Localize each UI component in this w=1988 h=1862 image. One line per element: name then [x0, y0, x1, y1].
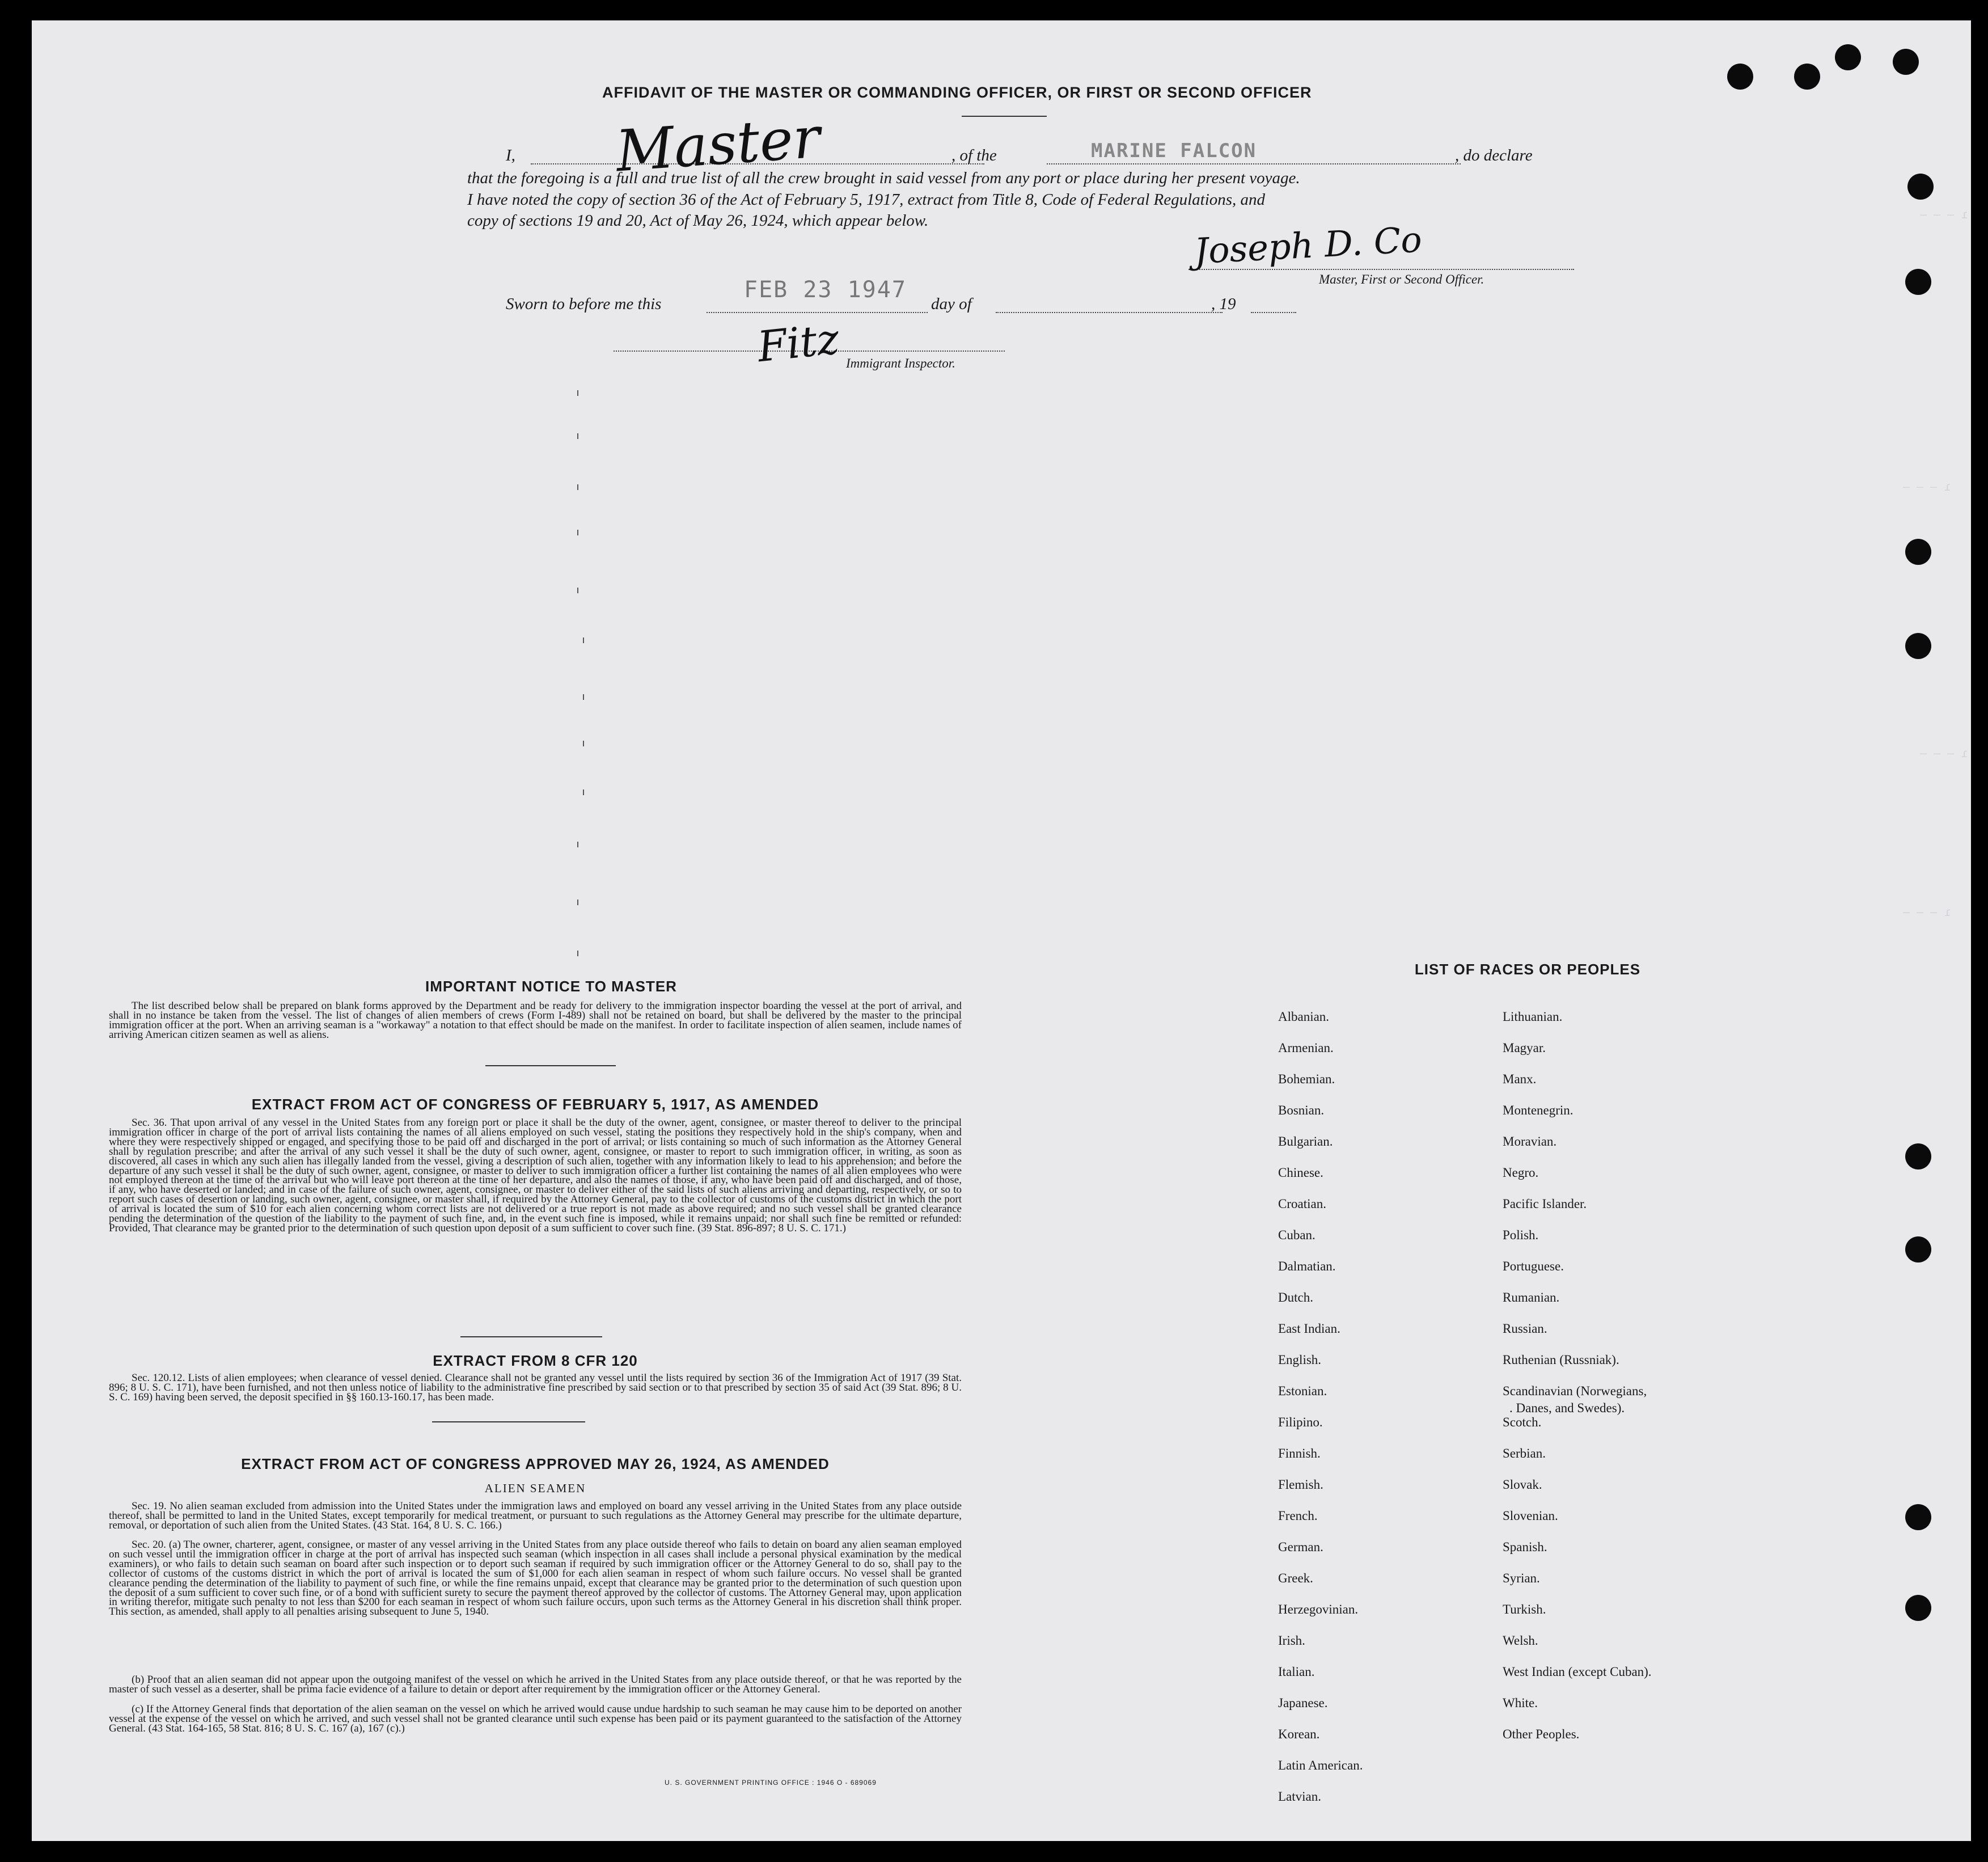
extract-1924-title: EXTRACT FROM ACT OF CONGRESS APPROVED MAY 26, 1924, AS AMENDED [241, 1455, 830, 1472]
binder-hole [1905, 1504, 1931, 1530]
race-item: Dalmatian. [1278, 1259, 1336, 1273]
race-item: Polish. [1503, 1228, 1539, 1242]
master-caption: Master, First or Second Officer. [1319, 272, 1484, 286]
race-item: Bulgarian. [1278, 1134, 1333, 1149]
race-item: Finnish. [1278, 1446, 1321, 1460]
tick-mark [583, 789, 584, 795]
affidavit-title: AFFIDAVIT OF THE MASTER OR COMMANDING OFFICER, OR FIRST OR SECOND OFFICER [602, 84, 1312, 101]
race-item: Latin American. [1278, 1758, 1363, 1772]
race-item: Japanese. [1278, 1696, 1328, 1710]
binder-hole [1727, 64, 1753, 90]
tick-mark [577, 530, 578, 535]
printer-imprint: U. S. GOVERNMENT PRINTING OFFICE : 1946 O - 689069 [665, 1779, 877, 1787]
extract-1924-sec20a: Sec. 20. (a) The owner, charterer, agent, consignee, or master of any vessel arriving in the United States from any place outside thereof who fails to detain on board any alien seaman employed on such vessel until the immigration officer in charge at the port of arrival has inspected such seaman (which inspection in all cases shall include a personal physical examination by the medical examiners), or who fails to detain such seaman on board after such inspection or to deport such seaman if required by such immigration officer or the Attorney General to do so, shall pay to the collector of customs of the customs district in which the port of arrival is located the sum of $1,000 for each alien seaman in respect of whom such failure occurs. No vessel shall be granted clearance pending the determination of the liability to payment of such fine, or while the fine remains unpaid, except that clearance may be granted prior to the determination of such question upon the deposit of a sum sufficient to cover such fine, or of a bond with sufficient surety to secure the payment thereof approved by the collector of customs. The Attorney General may, upon application in writing therefor, mitigate such penalty to not less than $200 for each seaman in respect of whom such failure occurs, upon such terms as the Attorney General in his discretion shall think proper. This section, as amended, shall apply to all penalties arising subsequent to June 5, 1940. [109, 1540, 962, 1618]
race-item: Turkish. [1503, 1602, 1546, 1616]
race-item: Scotch. [1503, 1415, 1542, 1429]
sworn-text: Sworn to before me this [506, 295, 662, 313]
race-item: Portuguese. [1503, 1259, 1564, 1273]
race-item: Estonian. [1278, 1384, 1327, 1398]
race-item: Italian. [1278, 1665, 1315, 1679]
race-item: Slovak. [1503, 1477, 1542, 1492]
race-item: . Danes, and Swedes). [1509, 1401, 1625, 1415]
year-prefix: , 19 [1211, 295, 1236, 313]
tick-mark [577, 951, 578, 956]
tick-mark [577, 588, 578, 593]
sworn-day-line [707, 312, 928, 313]
race-item: Other Peoples. [1503, 1727, 1580, 1741]
binder-hole [1905, 1236, 1931, 1263]
race-item: East Indian. [1278, 1321, 1340, 1336]
handwritten-rank: Master [614, 104, 823, 185]
extract-1924-sec19: Sec. 19. No alien seaman excluded from admission into the United States under the immigration laws and employed on board any vessel arriving in the United States from any place outside thereof, shall be permitted to land in the United States, except temporarily for medical treatment, or pursuant to such regulations as the Attorney General may prescribe for the ultimate departure, removal, or deportation of such alien from the United States. (43 Stat. 164, 8 U. S. C. 166.) [109, 1502, 962, 1531]
extract-1924-subtitle: ALIEN SEAMEN [484, 1481, 586, 1495]
extract-1917-text: Sec. 36. That upon arrival of any vessel in the United States from any foreign port or place it shall be the duty of the owner, agent, consignee, or master thereof to deliver to the principal immigration officer in charge of the port of arrival lists containing the names of all aliens employed on such vessel, stating the positions they respectively hold in the ship's company, when and where they were respectively shipped or engaged, and specifying those to be paid off and discharged in the port of arrival; or lists containing so much of such information as the Attorney General shall by regulation prescribe; and after the arrival of any such vessel it shall be the duty of such owner, agent, consignee, or master to report to such immigration officer, in writing, as soon as discovered, all cases in which any such alien has illegally landed from the vessel, giving a description of such alien, together with any information likely to lead to his apprehension; and before the departure of any such vessel it shall be the duty of such owner, agent, consignee, or master to deliver to such immigration officer a further list containing the names of all alien employees who were not employed thereon at the time of the arrival but who will leave port thereon at the time of her departure, and also the names of those, if any, who have been paid off and discharged, and of those, if any, who have deserted or landed; and in case of the failure of such owner, agent, consignee, or master to deliver either of the said lists of such aliens arriving and departing, respectively, or so to report such cases of desertion or landing, such owner, agent, consignee, or master shall, if required by the Attorney General, pay to the collector of customs of the customs district in which the port of arrival is located the sum of $10 for each alien concerning whom correct lists are not delivered or a true report is not made as above required; and no such vessel shall be granted clearance pending the determination of the question of the liability to the payment of such fine, and, in the event such fine is imposed, while it remains unpaid; nor shall such fine be remitted or refunded: Provided, That clearance may be granted prior to the determination of such question upon deposit of a sum sufficient to cover such fine. (39 Stat. 896-897; 8 U. S. C. 171.) [109, 1118, 962, 1234]
race-item: Filipino. [1278, 1415, 1323, 1429]
tick-mark [577, 842, 578, 847]
race-item: Serbian. [1503, 1446, 1546, 1460]
binder-hole [1905, 633, 1931, 659]
divider [485, 1065, 616, 1066]
binder-hole [1905, 269, 1931, 295]
extract-1924-sec20b: (b) Proof that an alien seaman did not appear upon the outgoing manifest of the vessel on which he arrived in the United States from any place outside thereof, or that he was reported by the master of such vessel as a deserter, shall be prima facie evidence of a failure to detain or deport after requirement by the immigration officer or the Attorney General. [109, 1675, 962, 1695]
inspector-signature: Fitz [755, 314, 841, 372]
races-title: LIST OF RACES OR PEOPLES [1414, 961, 1641, 978]
binder-hole [1835, 44, 1861, 70]
race-item: Greek. [1278, 1571, 1313, 1585]
race-item: French. [1278, 1509, 1318, 1523]
day-of-text: day of [931, 295, 972, 313]
vessel-name-stamp: MARINE FALCON [1091, 140, 1257, 162]
inspector-caption: Immigrant Inspector. [846, 356, 955, 370]
race-item: Pacific Islander. [1503, 1197, 1587, 1211]
race-item: Croatian. [1278, 1197, 1326, 1211]
race-item: West Indian (except Cuban). [1503, 1665, 1652, 1679]
tick-mark [577, 484, 578, 490]
extract-1924-sec20c: (c) If the Attorney General finds that deportation of the alien seaman on the vessel on which he arrived would cause undue hardship to such seaman he may cause him to be deported on another vessel at the expense of the vessel on which he arrived, and such vessel shall not be granted clearance until such expense has been paid or its payment guaranteed to the satisfaction of the Attorney General. (43 Stat. 164-165, 58 Stat. 816; 8 U. S. C. 167 (a), 167 (c).) [109, 1705, 962, 1734]
tick-mark [577, 433, 578, 439]
divider [432, 1421, 585, 1422]
race-item: Flemish. [1278, 1477, 1323, 1492]
race-item: Lithuanian. [1503, 1010, 1563, 1024]
race-item: Herzegovinian. [1278, 1602, 1359, 1616]
extract-cfr-title: EXTRACT FROM 8 CFR 120 [433, 1352, 638, 1369]
tick-mark [583, 694, 584, 700]
race-item: Spanish. [1503, 1540, 1547, 1554]
month-line [996, 312, 1223, 313]
affidavit-line2: that the foregoing is a full and true list of all the crew brought in said vessel from any port or place during her present voyage. [467, 169, 1300, 187]
race-item: White. [1503, 1696, 1538, 1710]
race-item: Ruthenian (Russniak). [1503, 1353, 1619, 1367]
year-line [1251, 312, 1296, 313]
date-stamp: FEB 23 1947 [744, 277, 907, 303]
document-page: — — — ɾ — — — ɾ — — — ɾ — — — ɾ AFFIDAVIT OF THE MASTER OR COMMANDING OFFICER, OR FIRST OR SECOND OFFICER I, Master , of the MARINE FALCON , do declare that the foregoing is a full and true list of all the crew brought in said vessel from any port or place during her present voyage. I have noted the copy of section 36 of the Act of February 5, 1917, extract from Title 8, Code of Federal Regulations, and copy of sections 19 and 20, Act of May 26, 1924, which appear below. Joseph D. Co Master, First or Second Officer. Sworn to before me this FEB 23 1947 day of , 19 Fitz Immigrant Inspector. IMPORTANT NOTICE TO MASTER The list described below shall be prepared on blank forms approved by the Department and be ready for delivery to the immigration inspector boarding the vessel at the port of arrival, and shall in no instance be taken from the vessel. The list of changes of alien members of crews (Form I-489) shall not be retained on board, but shall be delivered by the master to the principal immigration officer at the port. When an arriving seaman is a "workaway" a notation to that effect should be made on the manifest. In order to facilitate inspection of alien seamen, include names of arriving American citizen seamen as well as aliens. EXTRACT FROM ACT OF CONGRESS OF FEBRUARY 5, 1917, AS AMENDED Sec. 36. That upon arrival of any vessel in the United States from any foreign port or place it shall be the duty of the owner, agent, consignee, or master thereof to deliver to the principal immigration officer in charge of the port of arrival lists containing the names of all aliens employed on such vessel, stating the positions they respectively hold in the ship's company, when and where they were respectively shipped or engaged, and specifying those to be paid off and discharged in the port of arrival; or lists containing so much of such information as the Attorney General shall by regulation prescribe; and after the arrival of any such vessel it shall be the duty of such owner, agent, consignee, or master to report to such immigration officer, in writing, as soon as discovered, all cases in which any such alien has illegally landed from the vessel, giving a description of such alien, together with any information likely to lead to his apprehension; and before the departure of any such vessel it shall be the duty of such owner, agent, consignee, or master to deliver to such immigration officer a further list containing the names of all alien employees who were not employed thereon at the time of the arrival but who will leave port thereon at the time of her departure, and also the names of those, if any, who have been paid off and discharged, and of those, if any, who have deserted or landed; and in case of the failure of such owner, agent, consignee, or master to deliver either of the said lists of such aliens arriving and departing, respectively, or so to report such cases of desertion or landing, such owner, agent, consignee, or master shall, if required by the Attorney General, pay to the collector of customs of the customs district in which the port of arrival is located the sum of $10 for each alien concerning whom correct lists are not delivered or a true report is not made as above required; and no such vessel shall be granted clearance pending the determination of the question of the liability to the payment of such fine, and, in the event such fine is imposed, while it remains unpaid; nor shall such fine be remitted or refunded: Provided, That clearance may be granted prior to the determination of such question upon deposit of a sum sufficient to cover such fine. (39 Stat. 896-897; 8 U. S. C. 171.) EXTRACT FROM 8 CFR 120 Sec. 120.12. Lists of alien employees; when clearance of vessel denied. Clearance shall not be granted any vessel until the lists required by section 36 of the Immigration Act of 1917 (39 Stat. 896; 8 U. S. C. 171), have been furnished, and not then unless notice of liability to the administrative fine prescribed by said section or to that prescribed by section 35 of said Act (39 Stat. 896; 8 U. S. C. 169) having been served, the deposit specified in §§ 160.13-160.17, has been made. EXTRACT FROM ACT OF CONGRESS APPROVED MAY 26, 1924, AS AMENDED ALIEN SEAMEN Sec. 19. No alien seaman excluded from admission into the United States under the immigration laws and employed on board any vessel arriving in the United States from any place outside thereof, shall be permitted to land in the United States, except temporarily for medical treatment, or pursuant to such regulations as the Attorney General may prescribe for the ultimate departure, removal, or deportation of such alien from the United States. (43 Stat. 164, 8 U. S. C. 166.) Sec. 20. (a) The owner, charterer, agent, consignee, or master of any vessel arriving in the United States from any place outside thereof who fails to detain on board any alien seaman employed on such vessel until the immigration officer in charge at the port of arrival has inspected such seaman (which inspection in all cases shall include a personal physical examination by the medical examiners), or who fails to detain such seaman on board after such inspection or to deport such seaman if required by such immigration officer or the Attorney General to do so, shall pay to the collector of customs of the customs district in which the port of arrival is located the sum of $1,000 for each alien seaman in respect of whom such failure occurs. No vessel shall be granted clearance pending the determination of the liability to payment of such fine, or while the fine remains unpaid, except that clearance may be granted prior to the determination of such question upon the deposit of a sum sufficient to cover such fine, or of a bond with sufficient surety to secure the payment thereof approved by the collector of customs. The Attorney General may, upon application in writing therefor, mitigate such penalty to not less than $200 for each seaman in respect of whom such failure occurs, upon such terms as the Attorney General in his discretion shall think proper. This section, as amended, shall apply to all penalties arising subsequent to June 5, 1940. (b) Proof that an alien seaman did not appear upon the outgoing manifest of the vessel on which he arrived in the United States from any place outside thereof, or that he was reported by the master of such vessel as a deserter, shall be prima facie evidence of a failure to detain or deport after requirement by the immigration officer or the Attorney General. (c) If the Attorney General finds that deportation of the alien seaman on the vessel on which he arrived would cause undue hardship to such seaman he may cause him to be deported on another vessel at the expense of the vessel on which he arrived, and such vessel shall not be granted clearance until such expense has been paid or its payment guaranteed to the satisfaction of the Attorney General. (43 Stat. 164-165, 58 Stat. 816; 8 U. S. C. 167 (a), 167 (c).) U. S. GOVERNMENT PRINTING OFFICE : 1946 O - 689069 LIST OF RACES OR PEOPLES Albanian. Armenian. Bohemian. Bosnian. Bulgarian. Chinese. Croatian. Cuban. Dalmatian. Dutch. East Indian. English. Estonian. Filipino. Finnish. Flemish. French. German. Greek. Herzegovinian. Irish. Italian. Japanese. Korean. Latin American. Latvian. Lithuanian. Magyar. Manx. Montenegrin. Moravian. Negro. Pacific Islander. Polish. Portuguese. Rumanian. Russian. Ruthenian (Russniak). Scandinavian (Norwegians, . Danes, and Swedes). Scotch. Serbian. Slovak. Slovenian. Spanish. Syrian. Turkish. Welsh. West Indian (except Cuban). White. Other Peoples. [32, 20, 1971, 1841]
tick-mark [577, 390, 578, 396]
race-item: Korean. [1278, 1727, 1320, 1741]
race-item: Bohemian. [1278, 1072, 1335, 1086]
extract-cfr-text: Sec. 120.12. Lists of alien employees; when clearance of vessel denied. Clearance shall not be granted any vessel until the lists required by section 36 of the Immigration Act of 1917 (39 Stat. 896; 8 U. S. C. 171), have been furnished, and not then unless notice of liability to the administrative fine prescribed by said section or to that prescribed by section 35 of said Act (39 Stat. 896; 8 U. S. C. 169) having been served, the deposit specified in §§ 160.13-160.17, has been made. [109, 1374, 962, 1403]
tick-mark [583, 637, 584, 643]
race-item: Chinese. [1278, 1166, 1323, 1180]
binder-hole [1794, 64, 1820, 90]
race-item: Magyar. [1503, 1041, 1546, 1055]
race-item: Cuban. [1278, 1228, 1316, 1242]
race-item: English. [1278, 1353, 1322, 1367]
race-item: Dutch. [1278, 1290, 1313, 1304]
master-signature: Joseph D. Co [1193, 218, 1423, 272]
binder-hole [1905, 539, 1931, 565]
race-item: Scandinavian (Norwegians, [1503, 1384, 1647, 1398]
affidavit-line3: I have noted the copy of section 36 of the Act of February 5, 1917, extract from Title 8, Code of Federal Regulations, and [467, 191, 1266, 209]
race-item: Syrian. [1503, 1571, 1540, 1585]
race-item: Rumanian. [1503, 1290, 1560, 1304]
race-item: Welsh. [1503, 1633, 1538, 1648]
tick-mark [577, 900, 578, 905]
title-divider [962, 116, 1047, 117]
tick-mark [583, 741, 584, 746]
race-item: Montenegrin. [1503, 1103, 1574, 1117]
binder-hole [1893, 49, 1919, 75]
race-item: Russian. [1503, 1321, 1547, 1336]
race-item: Bosnian. [1278, 1103, 1325, 1117]
race-item: Irish. [1278, 1633, 1305, 1648]
affidavit-do-declare: , do declare [1455, 146, 1533, 164]
binder-hole [1905, 1595, 1931, 1621]
race-item: Albanian. [1278, 1010, 1330, 1024]
notice-text: The list described below shall be prepared on blank forms approved by the Department and be ready for delivery to the immigration inspector boarding the vessel at the port of arrival, and shall in no instance be taken from the vessel. The list of changes of alien members of crews (Form I-489) shall not be retained on board, but shall be delivered by the master to the principal immigration officer at the port. When an arriving seaman is a "workaway" a notation to that effect should be made on the manifest. In order to facilitate inspection of alien seamen, include names of arriving American citizen seamen as well as aliens. [109, 1002, 962, 1041]
race-item: Negro. [1503, 1166, 1539, 1180]
race-item: Manx. [1503, 1072, 1537, 1086]
race-item: Latvian. [1278, 1789, 1321, 1804]
notice-title: IMPORTANT NOTICE TO MASTER [425, 978, 677, 995]
race-item: Slovenian. [1503, 1509, 1558, 1523]
vessel-field-line [1047, 163, 1461, 164]
affidavit-line4: copy of sections 19 and 20, Act of May 26, 1924, which appear below. [467, 212, 929, 230]
binder-hole [1907, 174, 1934, 200]
affidavit-of-the: , of the [951, 146, 997, 164]
binder-hole [1905, 1143, 1931, 1169]
extract-1917-title: EXTRACT FROM ACT OF CONGRESS OF FEBRUARY 5, 1917, AS AMENDED [251, 1096, 819, 1113]
divider [460, 1336, 602, 1337]
race-item: German. [1278, 1540, 1323, 1554]
race-item: Moravian. [1503, 1134, 1557, 1149]
race-item: Armenian. [1278, 1041, 1334, 1055]
affidavit-i: I, [506, 146, 515, 164]
